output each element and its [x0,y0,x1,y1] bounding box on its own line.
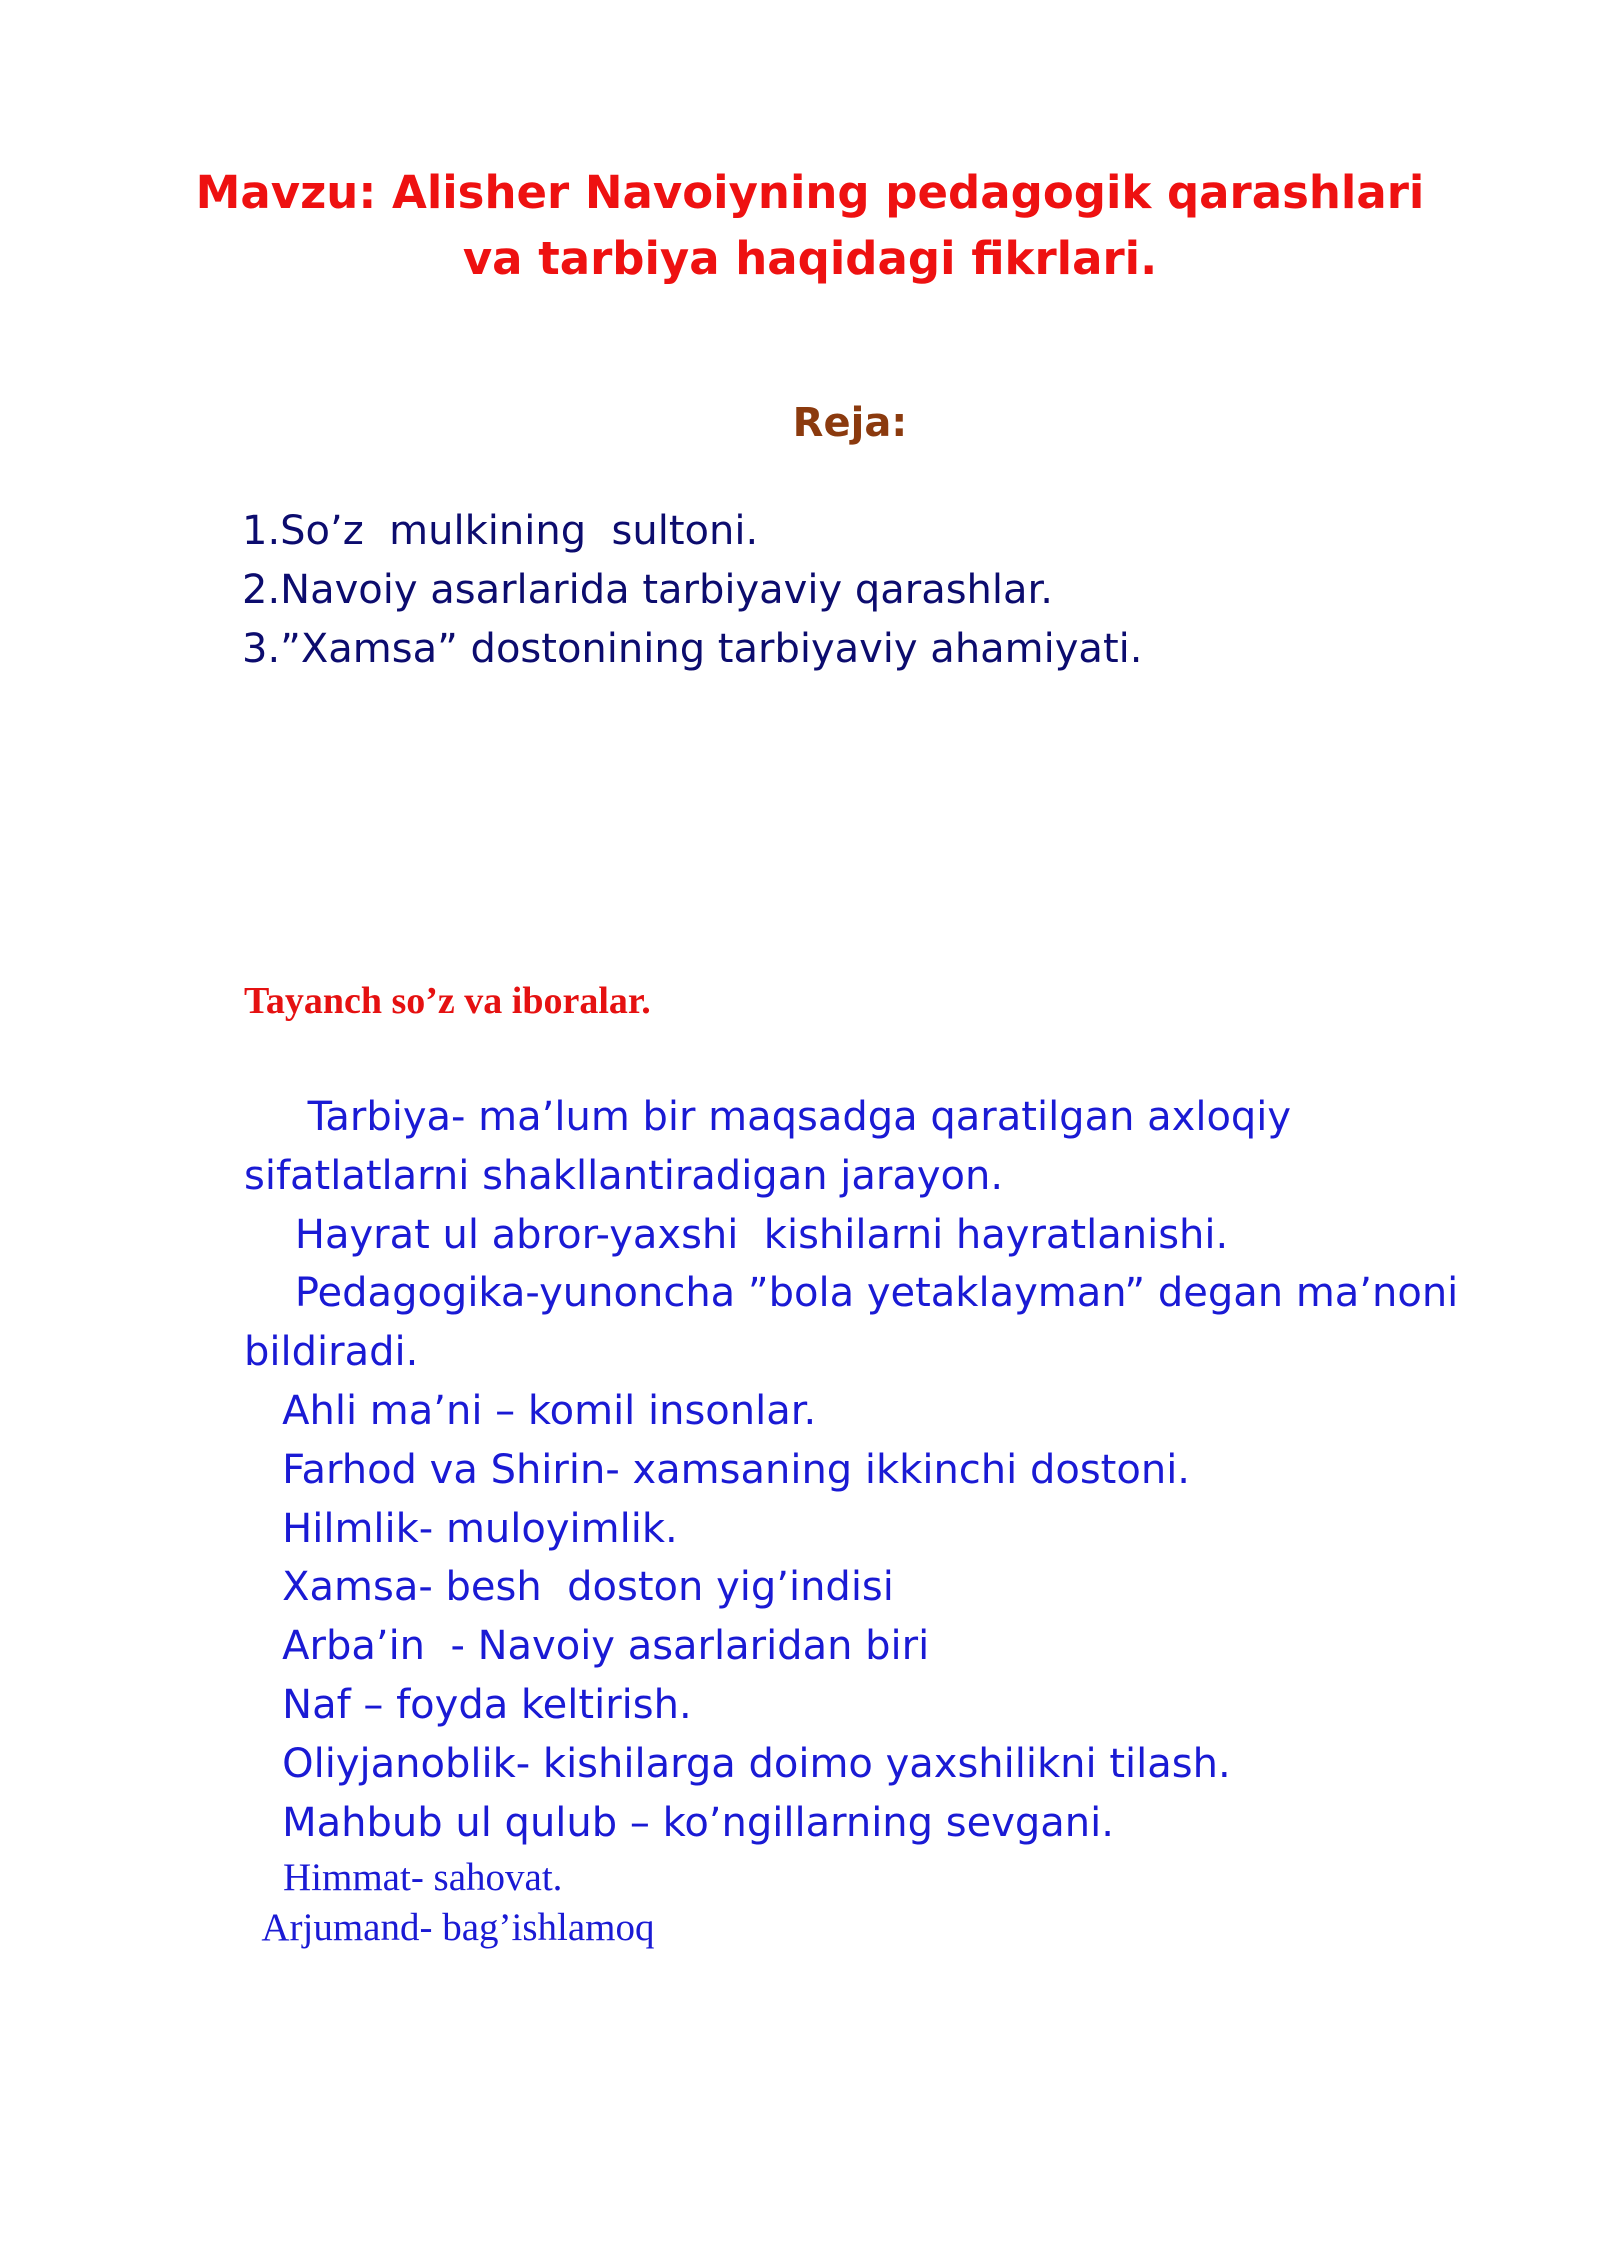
plan-item: 3.”Xamsa” dostonining tarbiyaviy ahamiyati. [242,626,1143,672]
keyword-line: Arba’in - Navoiy asarlaridan biri [244,1623,930,1670]
keywords-heading: Tayanch so’z va iboralar. [244,980,651,1022]
keyword-line: bildiradi. [244,1329,419,1376]
keyword-line: Himmat- sahovat. [244,1856,563,1899]
keywords-list [244,1088,1474,1852]
plan-item: 2.Navoiy asarlarida tarbiyaviy qarashlar. [242,567,1054,613]
keyword-line: Oliyjanoblik- kishilarga doimo yaxshilikni tilash. [244,1740,1231,1787]
keyword-line: Hayrat ul abror-yaxshi kishilarni hayratlanishi. [244,1211,1229,1258]
plan-item: 1.So’z mulkining sultoni. [242,508,759,554]
document-title [180,160,1440,292]
keyword-line: Ahli ma’ni – komil insonlar. [244,1387,817,1434]
keyword-line: Naf – foyda keltirish. [244,1681,692,1728]
keyword-line: Farhod va Shirin- xamsaning ikkinchi dostoni. [244,1446,1191,1493]
keywords-serif-list [244,1853,655,1953]
keyword-line: sifatlatlarni shakllantiradigan jarayon. [244,1152,1004,1199]
title-line-1: Mavzu: Alisher Navoiyning pedagogik qarashlari [195,166,1425,219]
keyword-line: Pedagogika-yunoncha ”bola yetaklayman” degan ma’noni [244,1270,1459,1317]
keyword-line: Arjumand- bag’ishlamoq [244,1906,655,1949]
keyword-line: Hilmlik- muloyimlik. [244,1505,678,1552]
plan-heading: Reja: [792,400,908,446]
plan-list [242,502,1142,679]
keyword-line: Mahbub ul qulub – ko’ngillarning sevgani. [244,1799,1114,1846]
keyword-line: Tarbiya- ma’lum bir maqsadga qaratilgan axloqiy [244,1094,1292,1140]
keyword-line: Xamsa- besh doston yig’indisi [244,1564,894,1611]
title-line-2: va tarbiya haqidagi fikrlari. [462,232,1158,285]
